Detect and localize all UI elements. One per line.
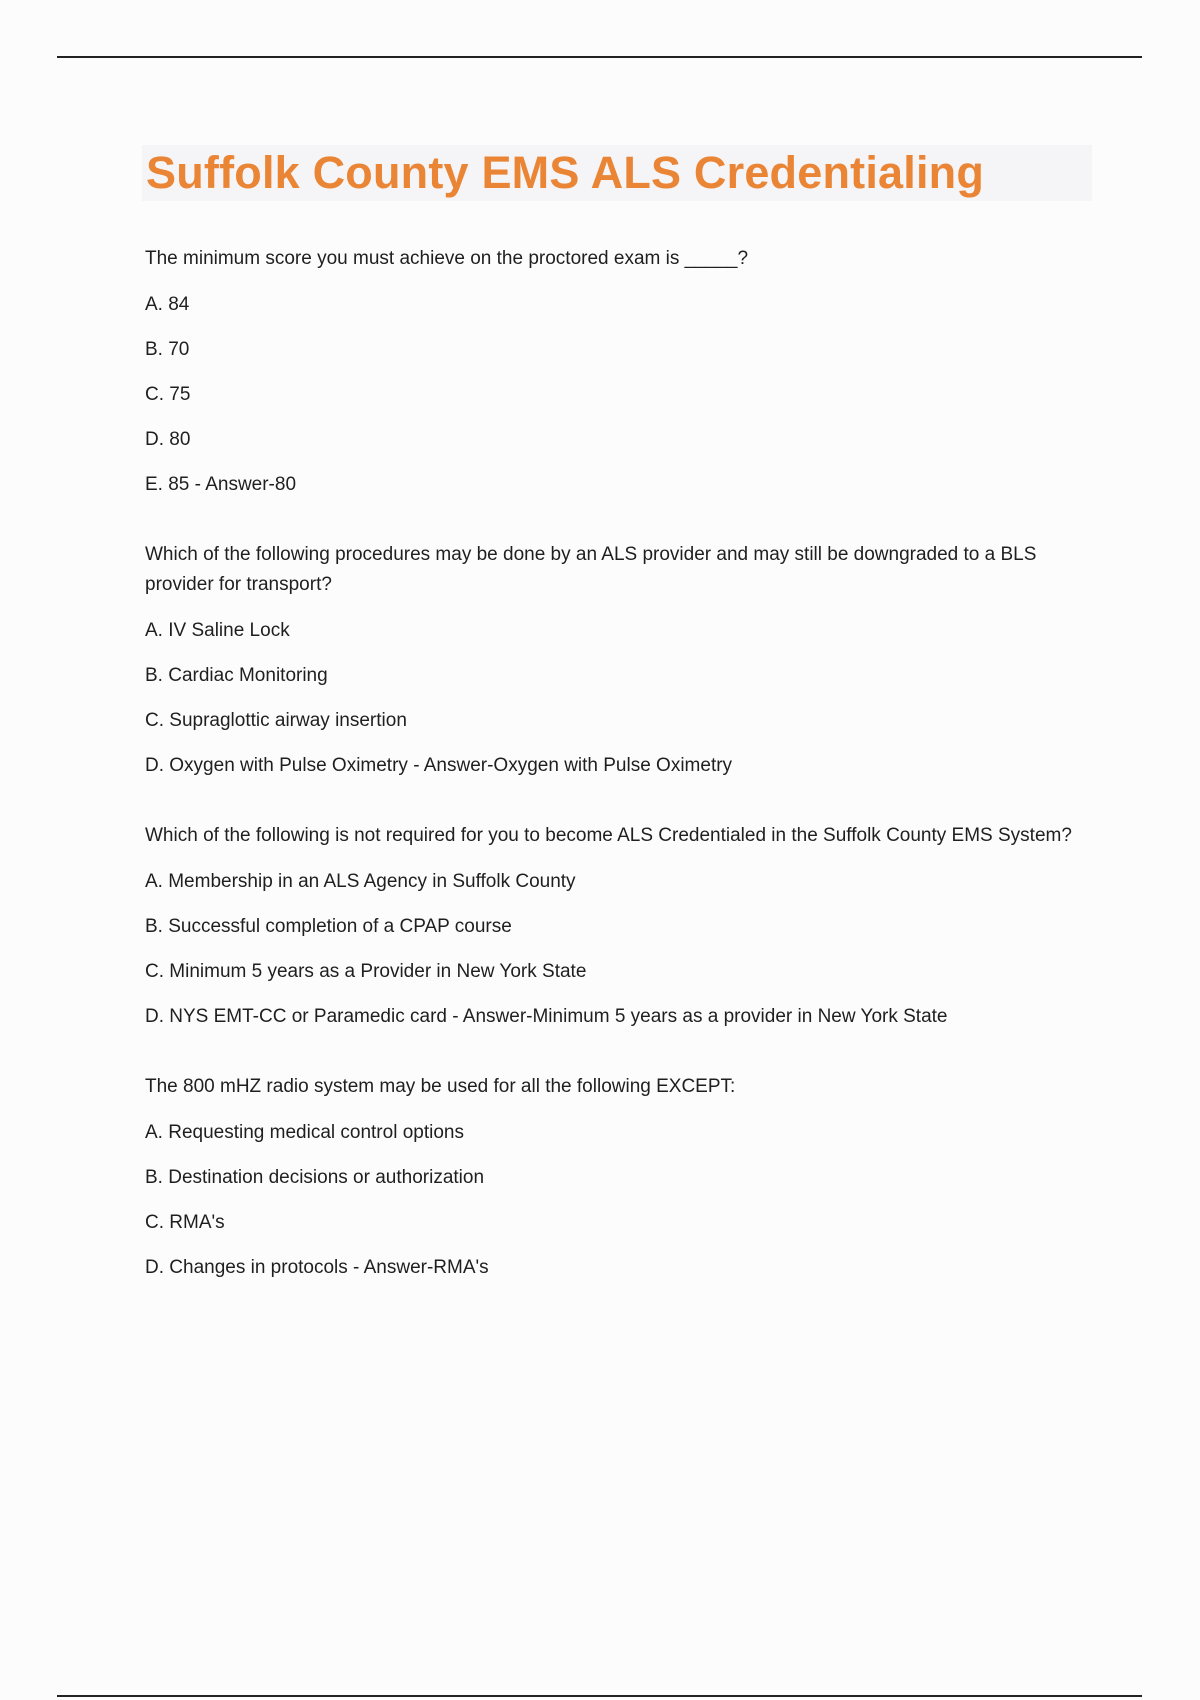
- question-stem: Which of the following procedures may be done by an ALS provider and may still be downgraded to a BLS provider for transport?: [145, 544, 1037, 595]
- bottom-divider: [57, 1695, 1142, 1697]
- answer-option: B. Destination decisions or authorization: [145, 1167, 485, 1188]
- question-4: [145, 1072, 1075, 1283]
- answer-option: A. 84: [145, 294, 190, 315]
- answer-option: C. Supraglottic airway insertion: [145, 710, 407, 731]
- document-title: Suffolk County EMS ALS Credentialing: [146, 147, 985, 198]
- question-stem: The 800 mHZ radio system may be used for all the following EXCEPT:: [145, 1076, 736, 1097]
- answer-option: B. Cardiac Monitoring: [145, 665, 328, 686]
- answer-option: D. Changes in protocols - Answer-RMA's: [145, 1257, 489, 1278]
- answer-option: B. Successful completion of a CPAP course: [145, 916, 512, 937]
- question-1: [145, 244, 1075, 500]
- answer-option: A. Membership in an ALS Agency in Suffolk County: [145, 871, 576, 892]
- answer-option: D. 80: [145, 429, 191, 450]
- answer-option: A. Requesting medical control options: [145, 1122, 464, 1143]
- answer-option: A. IV Saline Lock: [145, 620, 290, 641]
- answer-option: B. 70: [145, 339, 190, 360]
- question-3: [145, 821, 1075, 1032]
- question-list: [145, 244, 1075, 1323]
- top-divider: [57, 56, 1142, 58]
- question-stem: The minimum score you must achieve on the proctored exam is _____?: [145, 248, 749, 269]
- answer-option: C. Minimum 5 years as a Provider in New York State: [145, 961, 587, 982]
- answer-option: D. NYS EMT-CC or Paramedic card - Answer-Minimum 5 years as a provider in New York State: [145, 1006, 948, 1027]
- question-stem: Which of the following is not required for you to become ALS Credentialed in the Suffolk County EMS System?: [145, 825, 1072, 846]
- answer-option: C. 75: [145, 384, 191, 405]
- question-2: [145, 540, 1075, 781]
- answer-option: D. Oxygen with Pulse Oximetry - Answer-Oxygen with Pulse Oximetry: [145, 755, 733, 776]
- answer-option: E. 85 - Answer-80: [145, 474, 297, 495]
- answer-option: C. RMA's: [145, 1212, 225, 1233]
